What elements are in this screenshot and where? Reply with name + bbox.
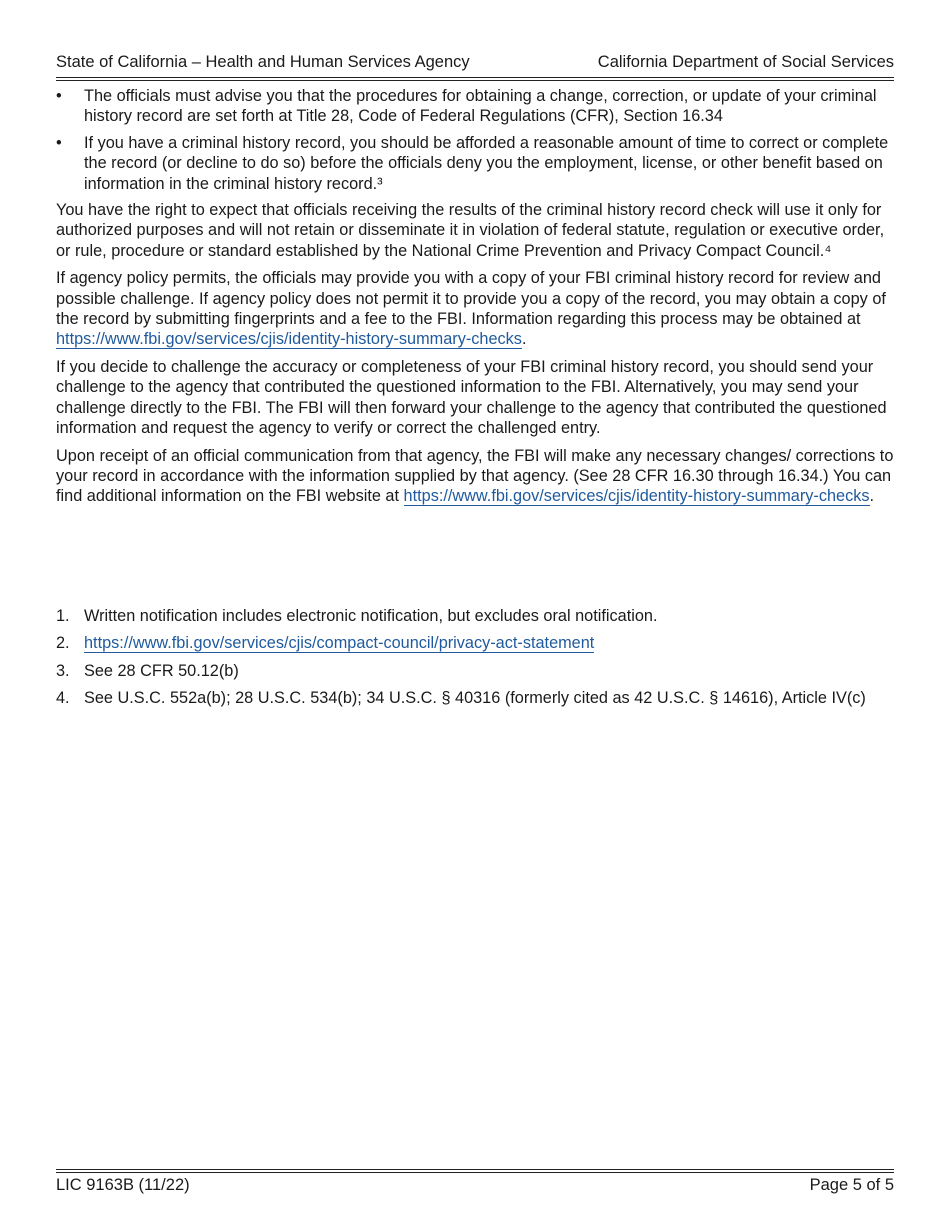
paragraph-copy-of-record xyxy=(56,268,894,350)
footer-divider-secondary xyxy=(56,1172,894,1173)
header-divider xyxy=(56,77,894,78)
page-header xyxy=(56,52,894,72)
paragraph-text: If agency policy permits, the officials may provide you with a copy of your FBI criminal history record for review and possible challenge. If agency policy does not permit it to provide you a copy of the record, you may obtain a copy of the record by submitting fingerprints and a fee to the FBI. Information regarding this process may be obtained at xyxy=(56,269,886,329)
bullet-text: The officials must advise you that the procedures for obtaining a change, correction, or update of your criminal history record are set forth at Title 28, Code of Federal Regulations (CFR), Section 16.34 xyxy=(84,87,877,126)
paragraph-text: Upon receipt of an official communication from that agency, the FBI will make any necessary changes/ corrections to your record in accordance with the information supplied by that agency. (See 28 CFR 16.30 through 16.34.) You can find additional information on the FBI website at xyxy=(56,446,894,506)
footnote-text: Written notification includes electronic notification, but excludes oral notification. xyxy=(84,607,658,625)
footnote-number: 4. xyxy=(56,689,70,708)
identity-history-link[interactable]: https://www.fbi.gov/services/cjis/identity-history-summary-checks xyxy=(56,330,522,349)
bullet-item xyxy=(56,86,894,127)
header-divider-secondary xyxy=(56,80,894,81)
footnote-1 xyxy=(56,606,894,626)
footnote-2 xyxy=(56,633,894,653)
bullet-mark: • xyxy=(56,133,62,152)
paragraph-end: . xyxy=(521,330,527,349)
identity-history-link-2[interactable]: https://www.fbi.gov/services/cjis/identity-history-summary-checks xyxy=(403,487,870,506)
footer-divider xyxy=(56,1169,894,1170)
header-agency: State of California – Health and Human Services Agency xyxy=(56,53,470,71)
form-id: LIC 9163B (11/22) xyxy=(56,1176,190,1194)
privacy-act-link[interactable]: https://www.fbi.gov/services/cjis/compact-council/privacy-act-statement xyxy=(84,634,595,653)
document-page xyxy=(56,0,894,1230)
bullet-text: If you have a criminal history record, you should be afforded a reasonable amount of time to correct or complete the record (or decline to do so) before the officials deny you the employment, license, or other benefit based on information in the criminal history record.³ xyxy=(84,133,889,193)
header-department: California Department of Social Services xyxy=(597,53,894,71)
paragraph-corrections xyxy=(56,446,894,507)
footnotes xyxy=(56,606,894,716)
body-content xyxy=(56,86,894,514)
paragraph-end: . xyxy=(869,487,875,506)
page-footer xyxy=(56,1175,894,1195)
bullet-mark: • xyxy=(56,87,62,105)
footnote-text: See U.S.C. 552a(b); 28 U.S.C. 534(b); 34 U.S.C. § 40316 (formerly cited as 42 U.S.C. § 14616), Article IV(c) xyxy=(84,689,866,708)
footnote-text: See 28 CFR 50.12(b) xyxy=(84,661,239,680)
page-number: Page 5 of 5 xyxy=(809,1176,894,1194)
footnote-text xyxy=(84,633,894,653)
footnote-number: 1. xyxy=(56,607,70,625)
footnote-number: 2. xyxy=(56,634,70,653)
paragraph-challenge: If you decide to challenge the accuracy or completeness of your FBI criminal history record, you should send your challenge to the agency that contributed the questioned information to the FBI. Alternatively, you may send your challenge directly to the FBI. The FBI will then forward your challenge to the agency that contributed the questioned information and request the agency to verify or correct the challenged entry. xyxy=(56,357,887,438)
footnote-4 xyxy=(56,688,894,708)
bullet-item xyxy=(56,133,894,194)
paragraph-authorized-use: You have the right to expect that officials receiving the results of the criminal history record check will use it only for authorized purposes and will not retain or disseminate it in violation of federal statute, regulation or executive order, or rule, procedure or standard established by the National Crime Prevention and Privacy Compact Council.⁴ xyxy=(56,201,885,260)
footnote-3 xyxy=(56,661,894,681)
footnote-number: 3. xyxy=(56,661,70,680)
